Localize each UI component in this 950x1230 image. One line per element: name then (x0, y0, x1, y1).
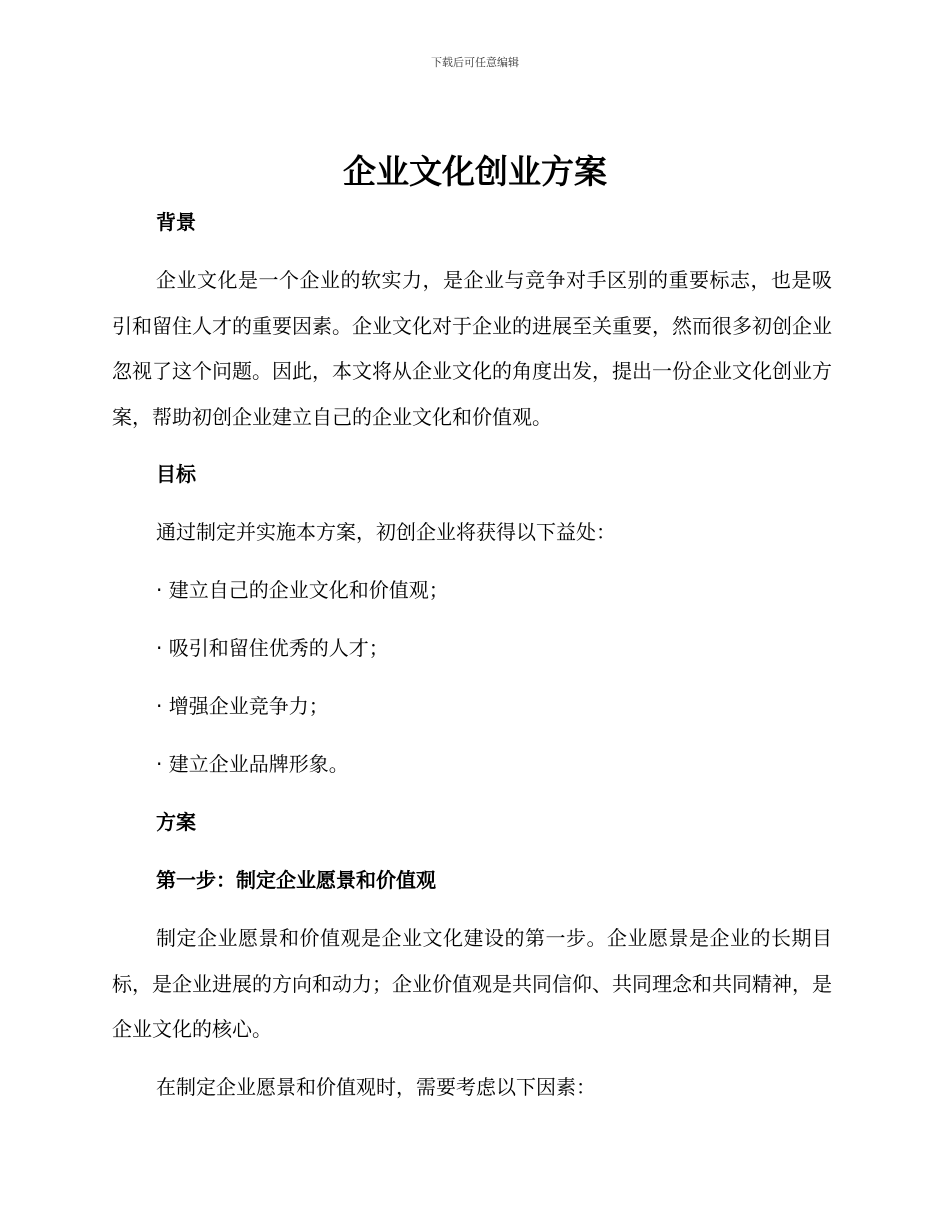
goal-bullet-item: · 增强企业竞争力； (156, 694, 329, 718)
document-body (112, 200, 832, 1123)
step1-factors-intro: 在制定企业愿景和价值观时，需要考虑以下因素： (156, 1074, 596, 1099)
goal-bullet-item: · 建立企业品牌形象。 (156, 752, 349, 776)
background-paragraph: 企业文化是一个企业的软实力，是企业与竞争对手区别的重要标志，也是吸引和留住人才的重要因素。企业文化对于企业的进展至关重要，然而很多初创企业忽视了这个问题。因此，本文将从企业文化的角度出发，提出一份企业文化创业方案，帮助初创企业建立自己的企业文化和价值观。 (112, 268, 832, 429)
section-heading-background: 背景 (156, 210, 196, 234)
goal-bullet-item: · 吸引和留住优秀的人才； (156, 636, 389, 660)
section-heading-plan: 方案 (156, 810, 196, 834)
goal-intro: 通过制定并实施本方案，初创企业将获得以下益处： (156, 520, 616, 544)
page-header-note: 下载后可任意编辑 (431, 56, 519, 69)
step1-paragraph: 制定企业愿景和价值观是企业文化建设的第一步。企业愿景是企业的长期目标，是企业进展的方向和动力；企业价值观是共同信仰、共同理念和共同精神，是企业文化的核心。 (112, 926, 832, 1041)
step1-heading: 第一步：制定企业愿景和价值观 (156, 868, 436, 892)
goal-bullet-item: · 建立自己的企业文化和价值观； (156, 578, 449, 602)
document-title: 企业文化创业方案 (343, 152, 607, 191)
section-heading-goal: 目标 (156, 462, 196, 486)
